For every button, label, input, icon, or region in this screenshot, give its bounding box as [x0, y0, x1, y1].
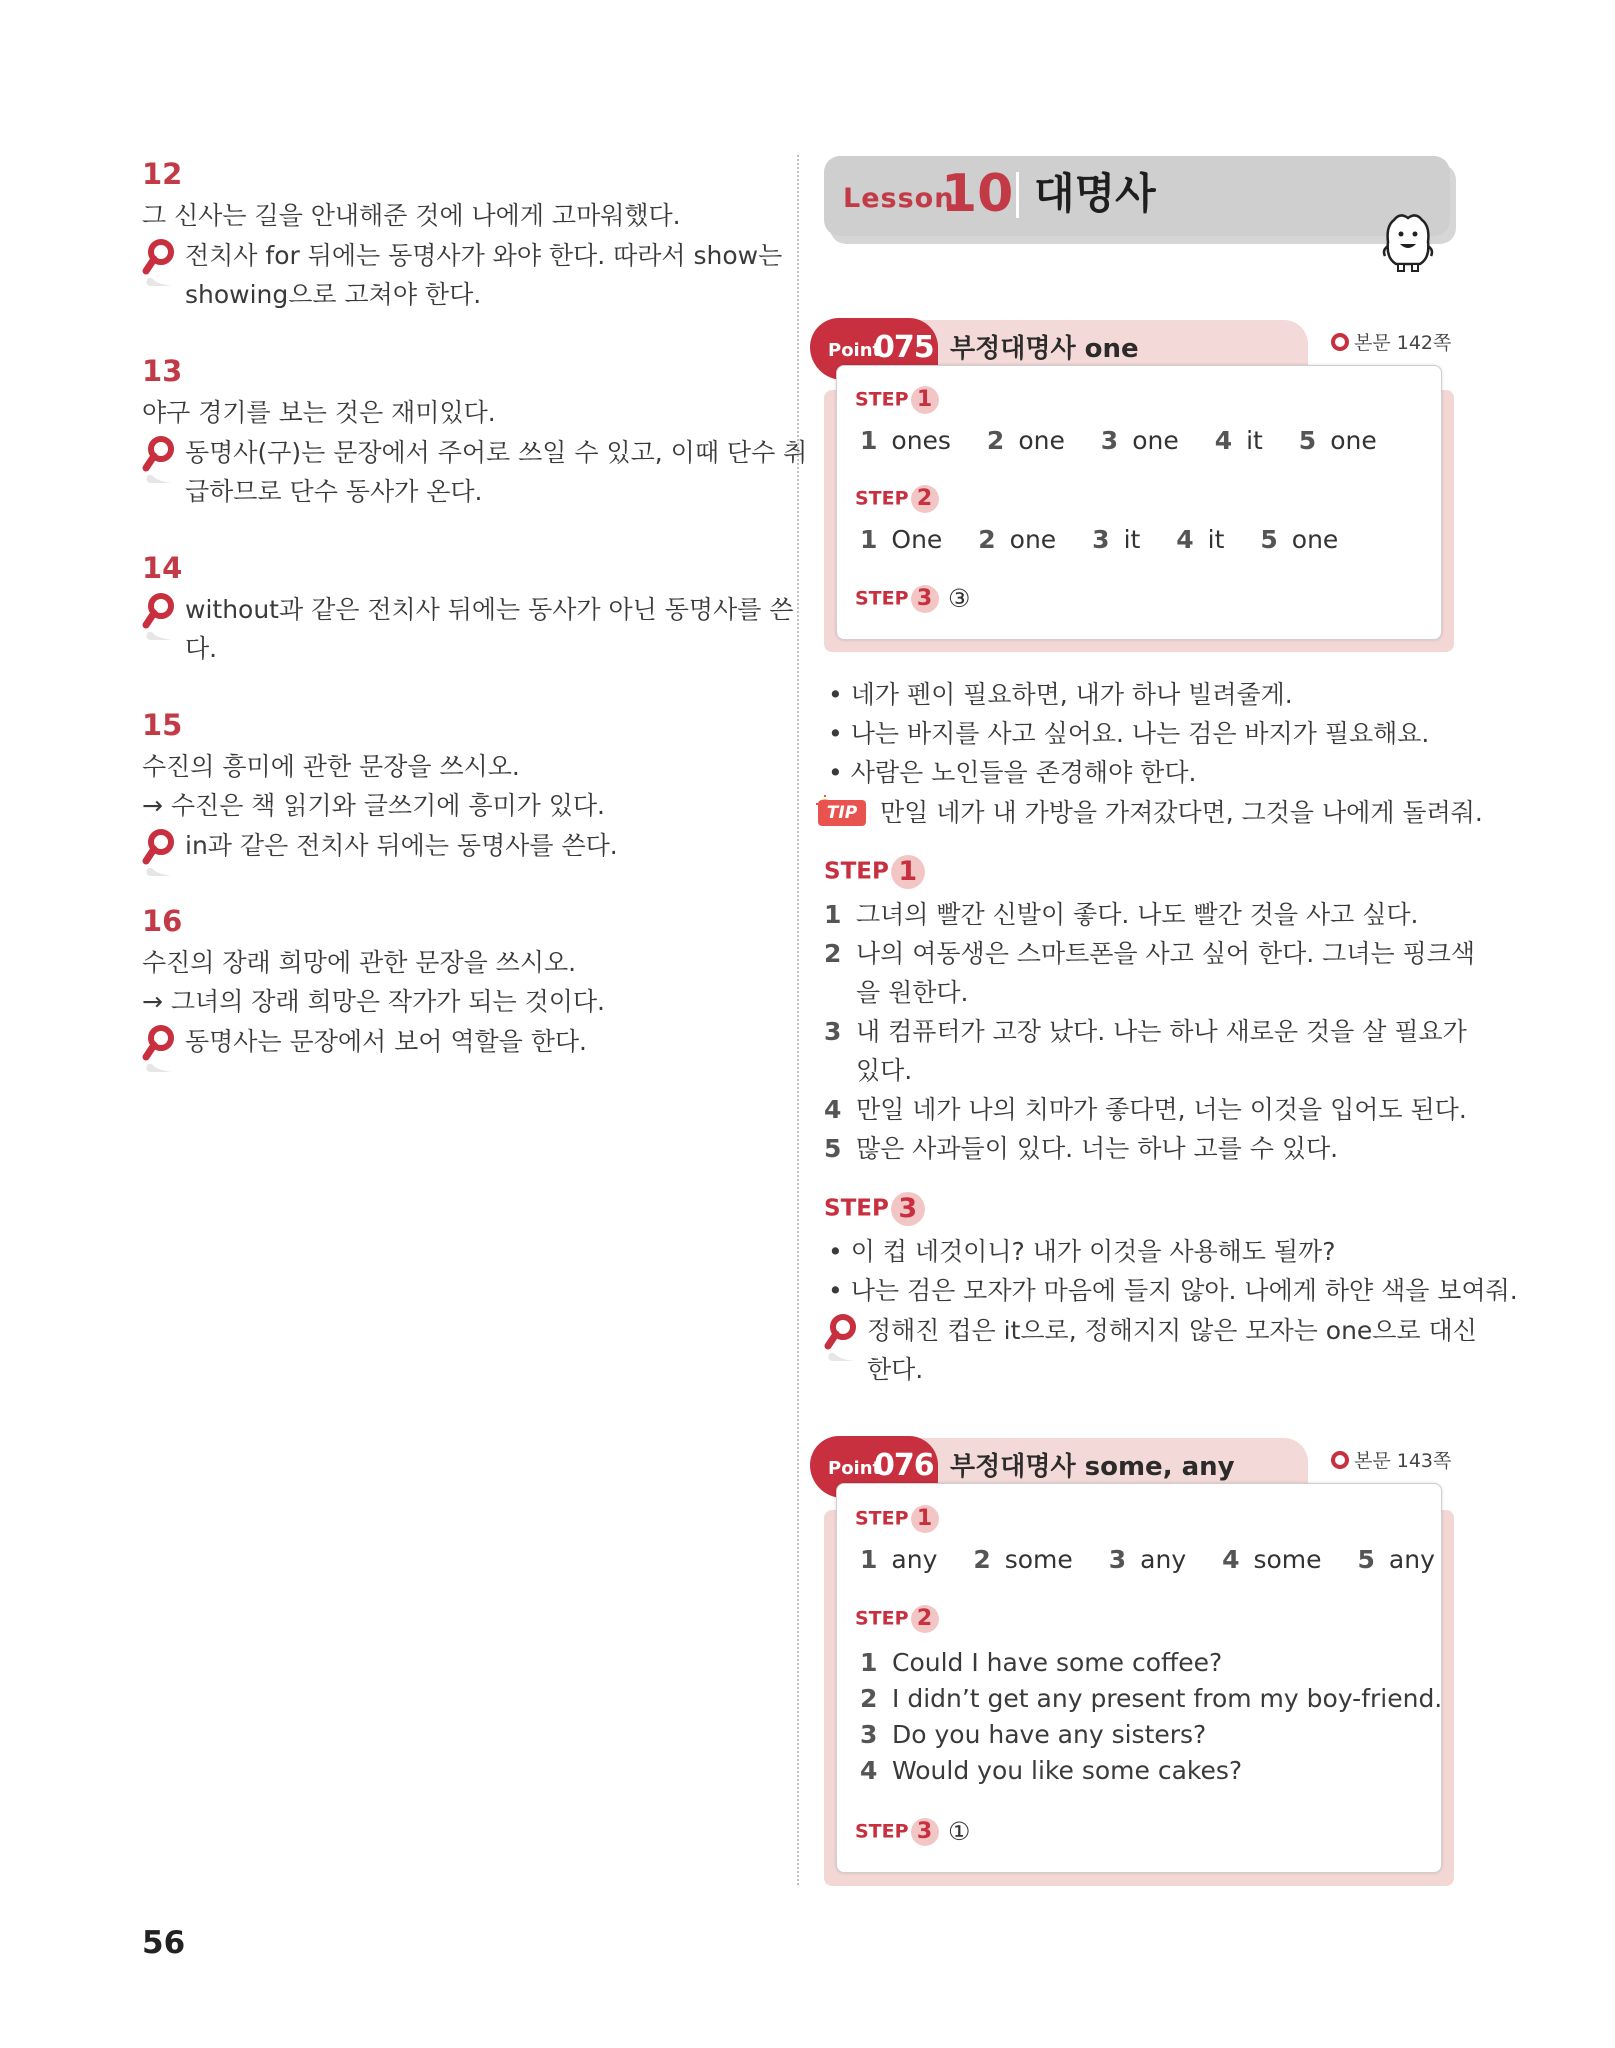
step-2-label: STEP 2	[855, 485, 939, 513]
hint-line: 다.	[185, 634, 218, 663]
question-number-13: 13	[142, 354, 183, 388]
reference-page: 본문 142쪽	[1354, 332, 1452, 354]
magnifier-hint-icon	[142, 435, 176, 485]
point-number: 075	[874, 330, 934, 365]
magnifier-hint-icon	[142, 592, 176, 642]
point-label: Point	[828, 340, 882, 361]
question-number-12: 12	[142, 157, 183, 191]
step-1-label: STEP 1	[855, 1505, 939, 1533]
lesson-label: Lesson	[843, 183, 955, 214]
column-divider	[797, 155, 799, 1885]
hint-text	[867, 1311, 1477, 1389]
question-sentence: 수진의 흥미에 관한 문장을 쓰시오.	[142, 752, 520, 781]
reference-bullet-icon	[1331, 1451, 1349, 1469]
hint-line: without과 같은 전치사 뒤에는 동사가 아닌 동명사를 쓴	[185, 595, 794, 624]
hint-line: 정해진 컵은 it으로, 정해지지 않은 모자는 one으로 대신	[867, 1316, 1477, 1345]
hint-line: in과 같은 전치사 뒤에는 동명사를 쓴다.	[185, 831, 618, 860]
hint-text	[185, 1022, 587, 1061]
step-3-answer: ①	[948, 1817, 971, 1846]
hint-text	[185, 826, 618, 865]
step-3-answer: ③	[948, 584, 971, 613]
tip-text: 만일 네가 내 가방을 가져갔다면, 그것을 나에게 돌려줘.	[880, 798, 1483, 827]
step-3-label: STEP 3	[855, 585, 939, 613]
hint-line: 한다.	[867, 1355, 924, 1384]
lesson-separator	[1016, 172, 1019, 218]
page-number: 56	[142, 1925, 186, 1961]
answer-sentence: → 수진은 책 읽기와 글쓰기에 흥미가 있다.	[142, 791, 605, 820]
question-number-16: 16	[142, 904, 183, 938]
step-1-answers: 1 any 2 some 3 any 4 some 5 any	[860, 1545, 1435, 1574]
mascot-icon	[1380, 210, 1436, 274]
hint-line: showing으로 고쳐야 한다.	[185, 280, 482, 309]
question-number-15: 15	[142, 708, 183, 742]
magnifier-hint-icon	[142, 238, 176, 288]
hint-text	[185, 590, 793, 668]
question-number-14: 14	[142, 551, 183, 585]
note-line: • 나는 바지를 사고 싶어요. 나는 검은 바지가 필요해요.	[828, 719, 1430, 748]
hint-text	[185, 433, 807, 511]
magnifier-hint-icon	[142, 1024, 176, 1074]
note-line: • 이 컵 네것이니? 내가 이것을 사용해도 될까?	[828, 1237, 1336, 1266]
question-sentence: 수진의 장래 희망에 관한 문장을 쓰시오.	[142, 948, 577, 977]
question-sentence: 야구 경기를 보는 것은 재미있다.	[142, 398, 496, 427]
magnifier-hint-icon	[824, 1313, 858, 1363]
hint-line: 동명사는 문장에서 보어 역할을 한다.	[185, 1027, 587, 1056]
magnifier-hint-icon	[142, 828, 176, 878]
note-line: • 사람은 노인들을 존경해야 한다.	[828, 758, 1197, 787]
example-step-1-label: STEP 1	[824, 855, 925, 889]
answer-sentence: → 그녀의 장래 희망은 작가가 되는 것이다.	[142, 987, 605, 1016]
lesson-title: 대명사	[1034, 169, 1156, 218]
hint-line: 급하므로 단수 동사가 온다.	[185, 477, 483, 506]
point-number: 076	[874, 1448, 934, 1483]
example-step-3-label: STEP 3	[824, 1192, 925, 1226]
step-3-label: STEP 3	[855, 1818, 939, 1846]
hint-line: 동명사(구)는 문장에서 주어로 쓰일 수 있고, 이때 단수 취	[185, 438, 808, 467]
hint-line: 전치사 for 뒤에는 동명사가 와야 한다. 따라서 show는	[185, 241, 783, 270]
step-1-label: STEP 1	[855, 386, 939, 414]
reference-page: 본문 143쪽	[1354, 1450, 1452, 1472]
note-line: • 나는 검은 모자가 마음에 들지 않아. 나에게 하얀 색을 보여줘.	[828, 1276, 1518, 1305]
point-076-title: 부정대명사 some, any	[950, 1452, 1235, 1482]
step-2-label: STEP 2	[855, 1605, 939, 1633]
step-2-answers: 1 One 2 one 3 it 4 it 5 one	[860, 525, 1339, 554]
step-1-answers: 1 ones 2 one 3 one 4 it 5 one	[860, 426, 1377, 455]
point-label: Point	[828, 1458, 882, 1479]
question-sentence: 그 신사는 길을 안내해준 것에 나에게 고마워했다.	[142, 201, 681, 230]
note-line: • 네가 펜이 필요하면, 내가 하나 빌려줄게.	[828, 680, 1293, 709]
hint-text	[185, 236, 782, 314]
tip-badge: TIP	[818, 800, 866, 826]
reference-bullet-icon	[1331, 333, 1349, 351]
lesson-number: 10	[941, 164, 1014, 224]
point-075-title: 부정대명사 one	[950, 334, 1139, 364]
